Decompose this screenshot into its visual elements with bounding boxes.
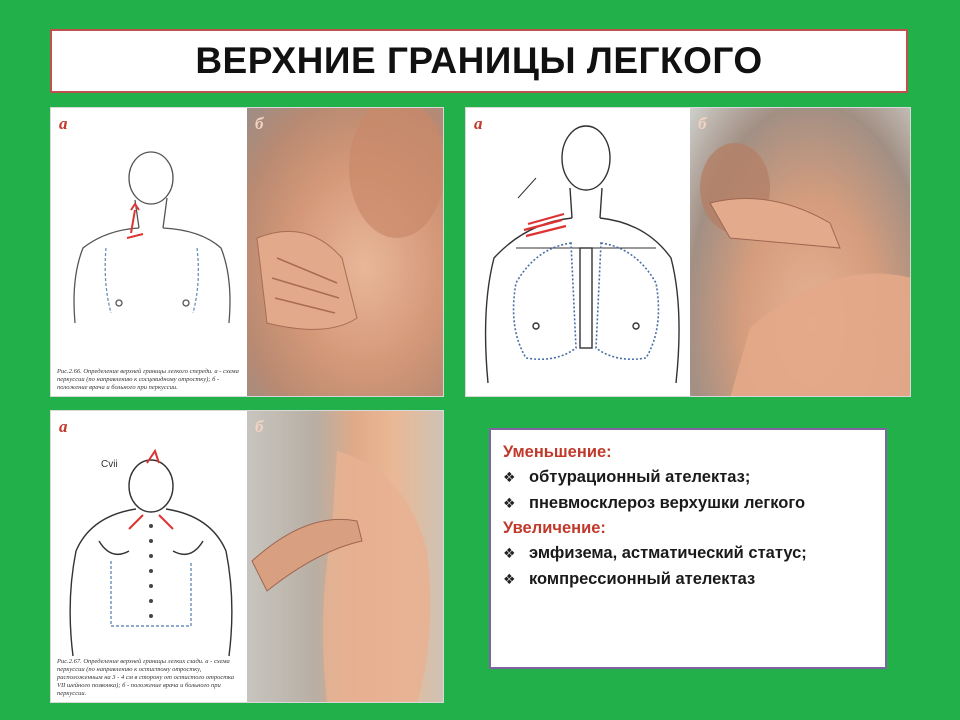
- increase-heading: Увеличение:: [503, 519, 606, 537]
- list-item: ❖ эмфизема, астматический статус;: [503, 540, 873, 566]
- info-box: [489, 428, 887, 669]
- front-chest-sketch-icon: [51, 108, 247, 353]
- list-item: ❖ обтурационный ателектаз;: [503, 464, 873, 490]
- shoulder-percussion-photo-icon: [690, 108, 910, 396]
- decrease-heading: Уменьшение:: [503, 443, 612, 461]
- figure-1-photo: [247, 108, 443, 396]
- examination-photo-icon: [247, 108, 443, 396]
- figure-3-caption: Рис.2.67. Определение верхней границы легких сзади. а - схема перкуссии (по направлению к остистому отростку, расположенным на 3 - 4 см в сторону от остистого отростка VII шейного позвонка); б - положение врача и больного при перкуссии.: [57, 658, 235, 697]
- decrease-list: [503, 464, 873, 516]
- figure-2-drawing: [466, 108, 690, 396]
- increase-list: [503, 540, 873, 592]
- list-item: ❖ компрессионный ателектаз: [503, 566, 873, 592]
- figure-2-letter-b: б: [698, 114, 707, 133]
- back-torso-sketch-icon: [51, 411, 247, 661]
- figure-2-photo: [690, 108, 910, 396]
- figure-front-lung-borders: [465, 107, 911, 397]
- diamond-bullet-icon: ❖: [503, 545, 516, 561]
- figure-1-drawing: [51, 108, 247, 396]
- figure-back: [50, 410, 444, 703]
- slide-title: ВЕРХНИЕ ГРАНИЦЫ ЛЕГКОГО: [195, 40, 763, 81]
- figure-3-photo: [247, 411, 443, 702]
- diamond-bullet-icon: ❖: [503, 495, 516, 511]
- figure-3-drawing: [51, 411, 247, 702]
- back-percussion-photo-icon: [247, 411, 443, 702]
- figure-3-letter-b: б: [255, 417, 264, 436]
- figure-1-letter-a: а: [59, 114, 68, 133]
- figure-2-letter-a: а: [474, 114, 483, 133]
- diamond-bullet-icon: ❖: [503, 469, 516, 485]
- figure-3-letter-a: а: [59, 417, 68, 436]
- figure-1-caption: Рис.2.66. Определение верхней границы легкого спереди. а - схема перкуссии (по направлению к сосцевидному отростку); б - положение врача и больного при перкуссии.: [57, 368, 239, 391]
- diamond-bullet-icon: ❖: [503, 571, 516, 587]
- cvii-label: Cvii: [101, 459, 118, 470]
- title-box: [50, 29, 908, 93]
- front-torso-lungs-sketch-icon: [466, 108, 690, 396]
- list-item: ❖ пневмосклероз верхушки легкого: [503, 490, 873, 516]
- figure-front-upper: [50, 107, 444, 397]
- figure-1-letter-b: б: [255, 114, 264, 133]
